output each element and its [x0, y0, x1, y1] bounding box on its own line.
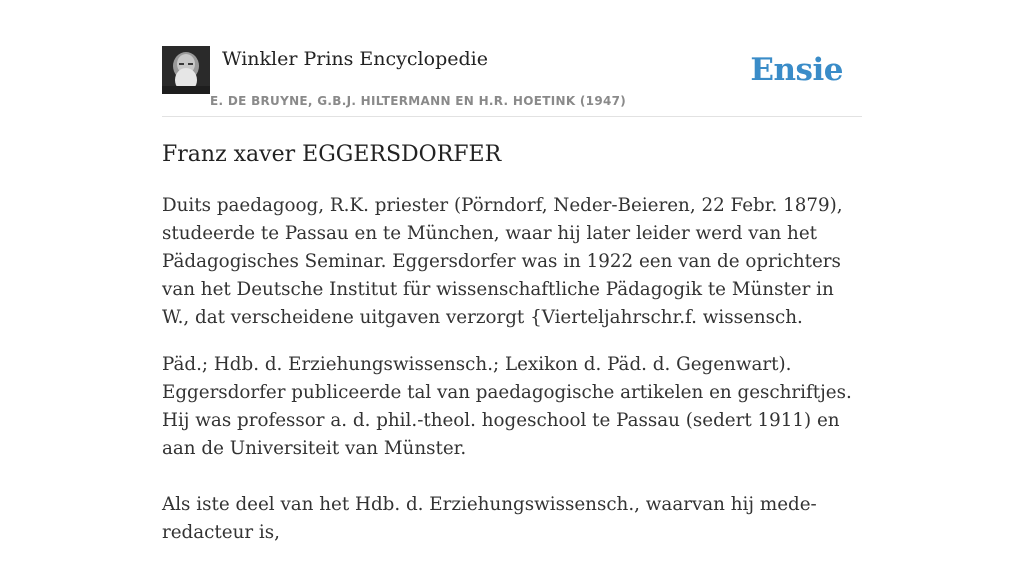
- article-paragraph: Als iste deel van het Hdb. d. Erziehungswissensch., waarvan hij mede-redacteur is,: [162, 494, 817, 543]
- article-paragraph: Päd.; Hdb. d. Erziehungswissensch.; Lexikon d. Päd. d. Gegenwart). Eggersdorfer publiceerde tal van paedagogische artikelen en geschriftjes. Hij was professor a. d. phil.-theol. hogeschool te Passau (sedert 1911) en aan de Universiteit van Münster.: [162, 354, 852, 459]
- publication-title: Winkler Prins Encyclopedie: [222, 48, 488, 70]
- portrait-image: [162, 46, 210, 94]
- site-header: [162, 46, 862, 117]
- article-title: Franz xaver EGGERSDORFER: [162, 142, 502, 167]
- article-paragraph: Duits paedagoog, R.K. priester (Pörndorf, Neder-Beieren, 22 Febr. 1879), studeerde te Passau en te München, waar hij later leider werd van het Pädagogisches Seminar. Eggersdorfer was in 1922 een van de oprichters van het Deutsche Institut für wissenschaftliche Pädagogik te Münster in W., dat verscheidene uitgaven verzorgt {Vierteljahrschr.f. wissensch.: [162, 195, 843, 328]
- ensie-logo-link[interactable]: Ensie: [750, 52, 843, 88]
- publication-authors: E. DE BRUYNE, G.B.J. HILTERMANN EN H.R. HOETINK (1947): [210, 94, 627, 108]
- article-body: [162, 192, 862, 566]
- author-avatar: [162, 46, 210, 94]
